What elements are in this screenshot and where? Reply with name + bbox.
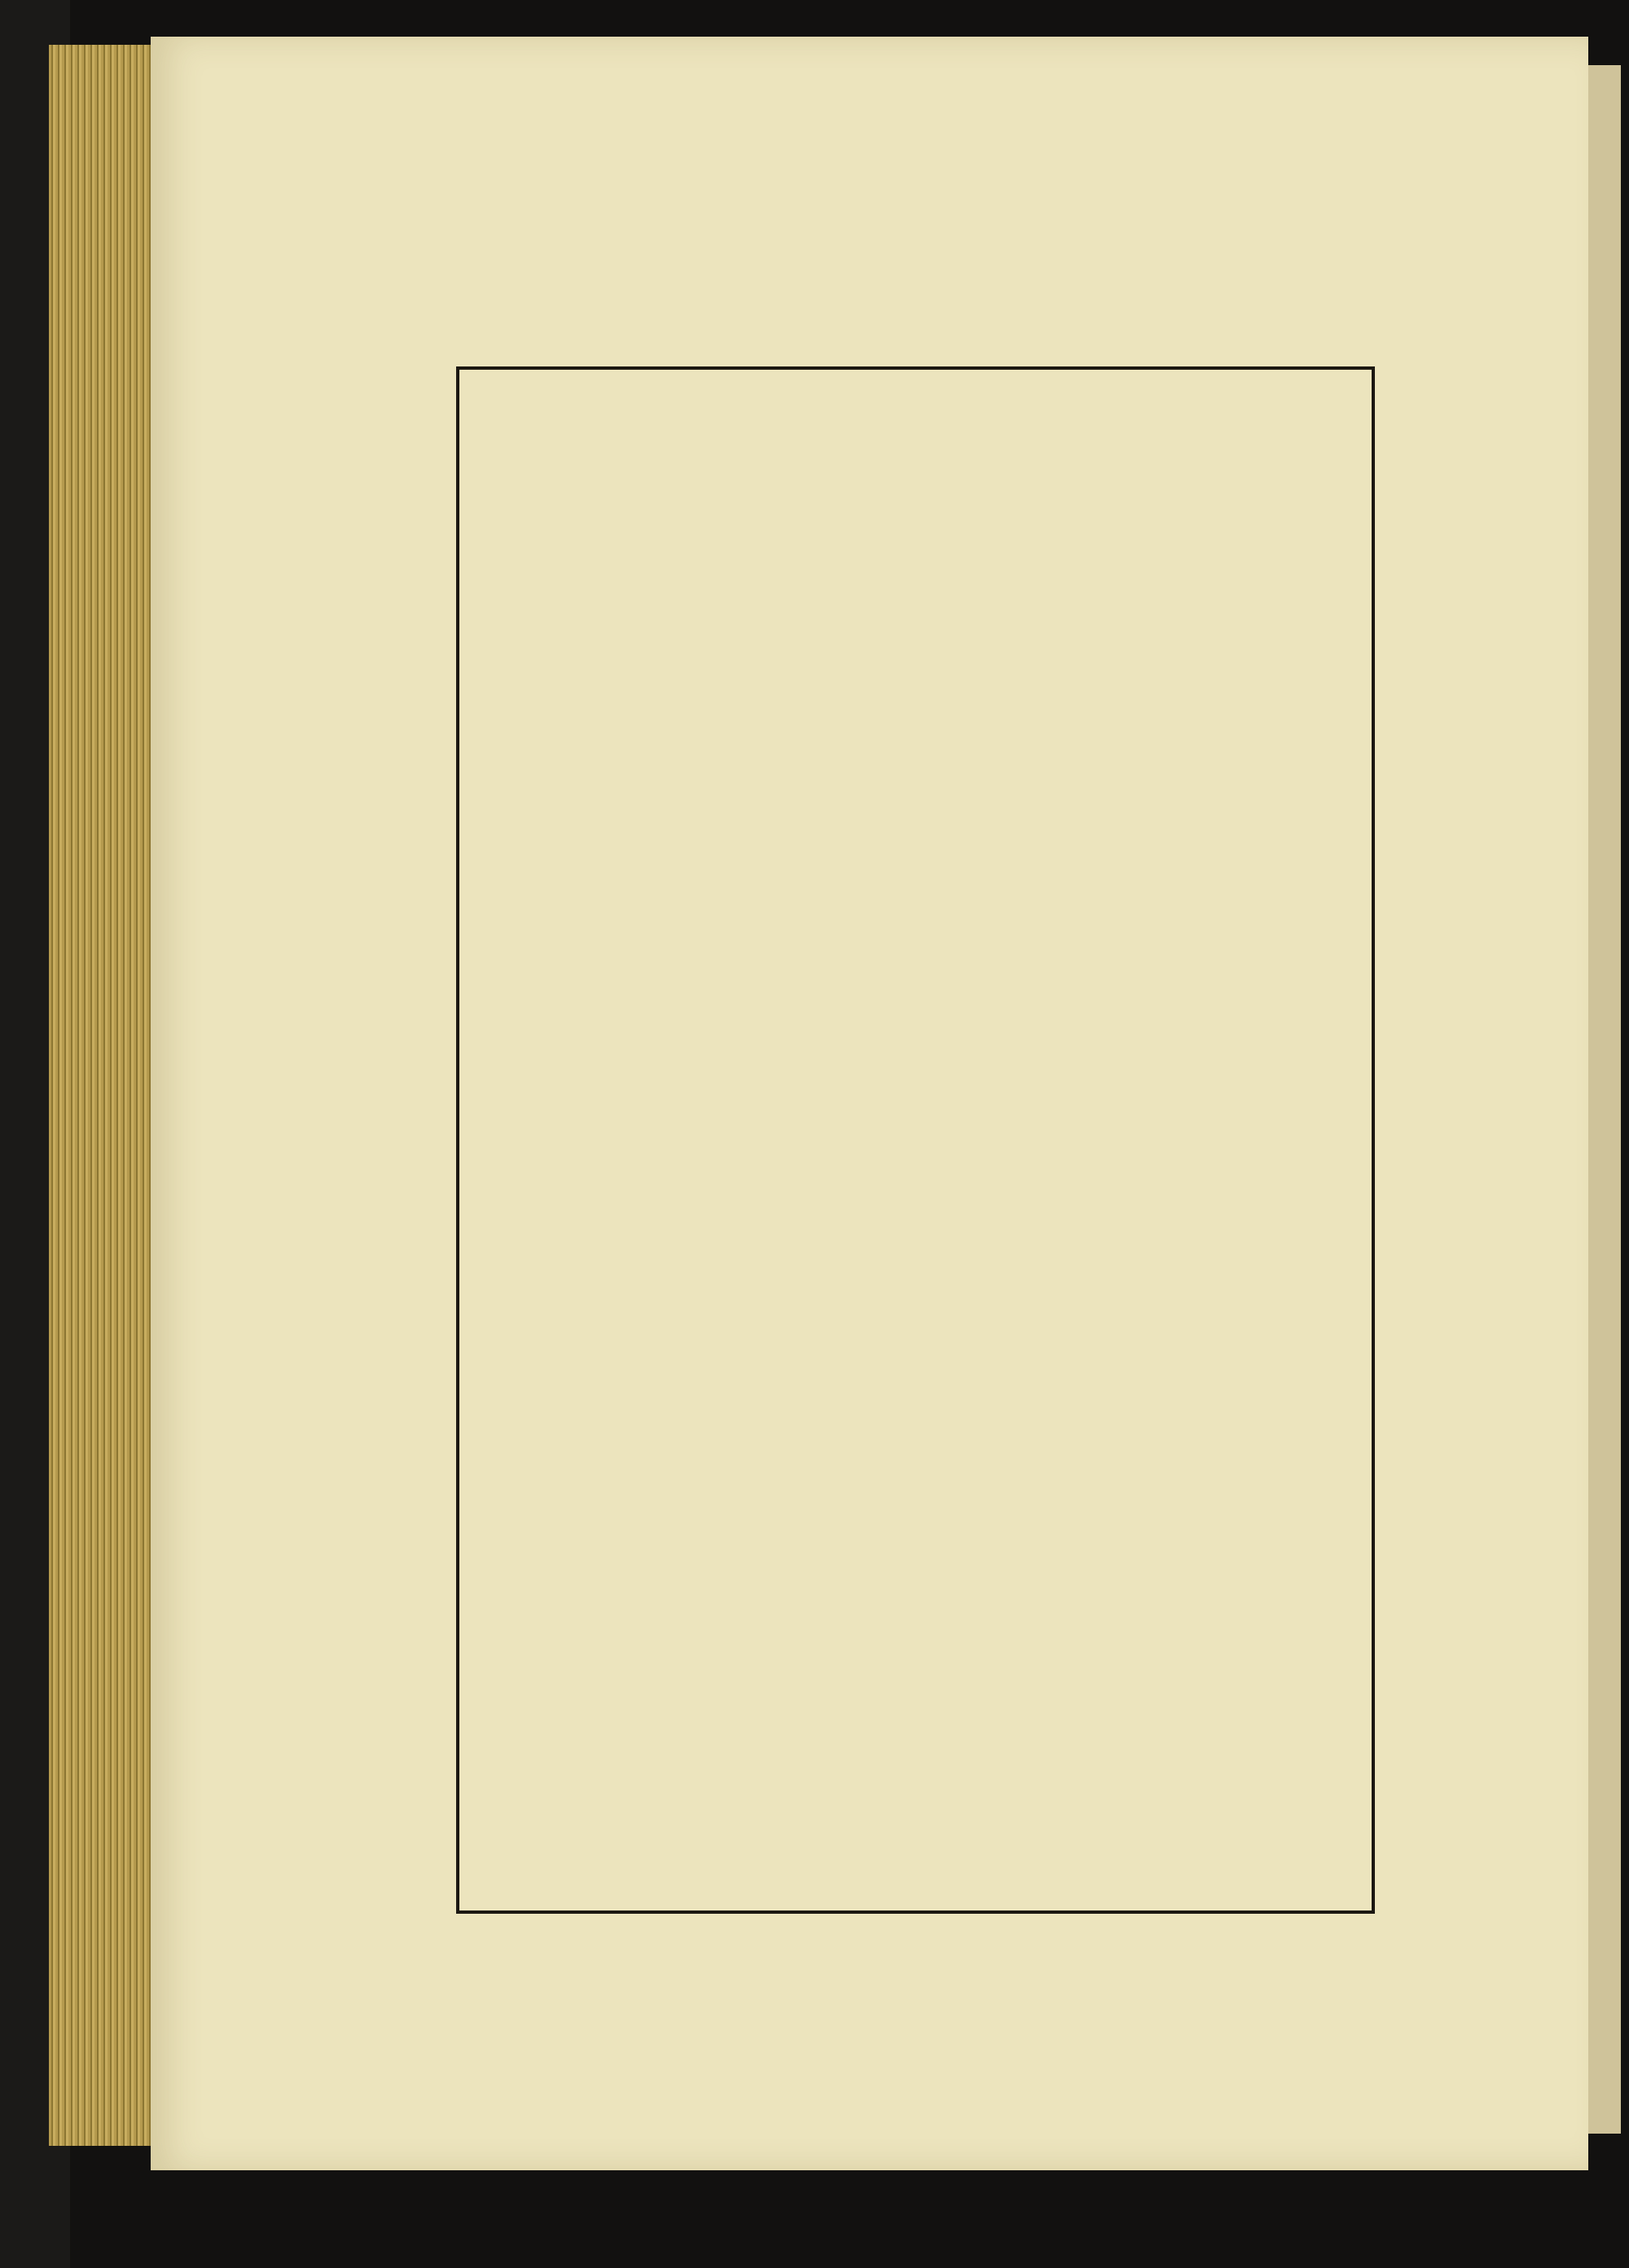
- bohrregister-table: [456, 366, 1375, 1914]
- facing-page-edge: [1588, 65, 1621, 2134]
- page-block-edges: [49, 45, 163, 2146]
